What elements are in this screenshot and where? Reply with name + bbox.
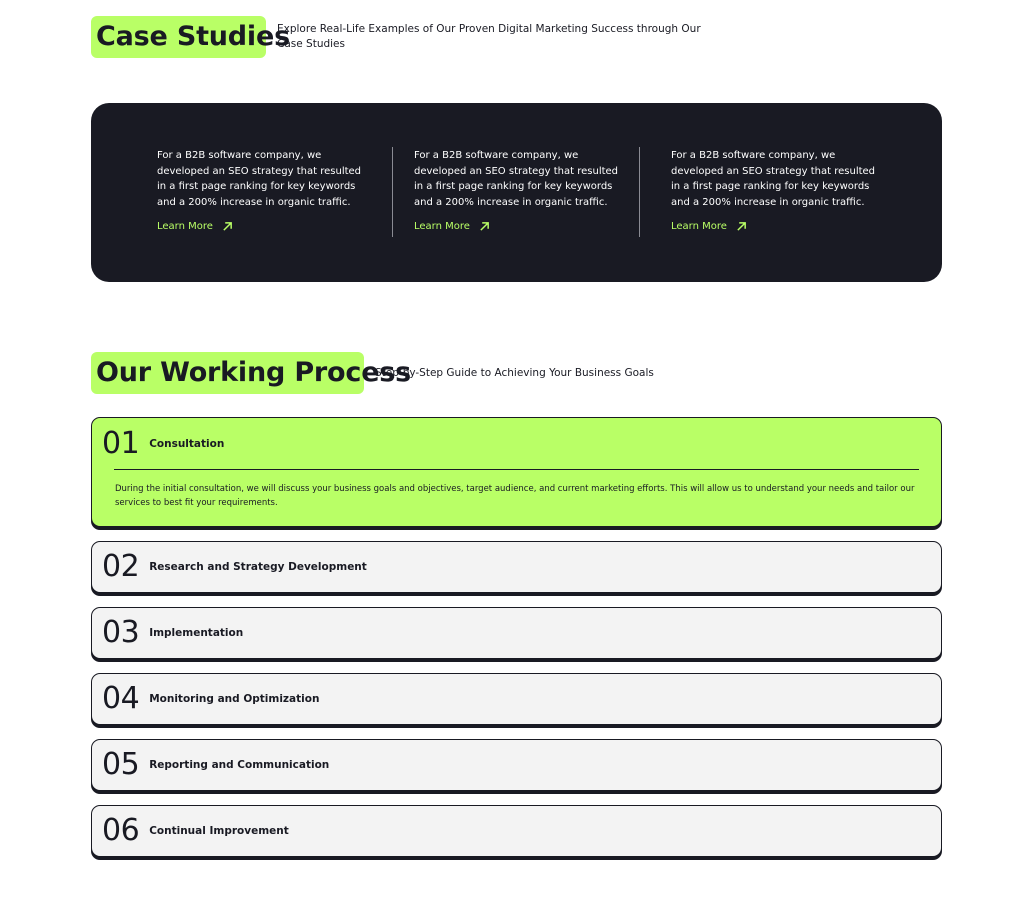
arrow-up-right-icon (736, 221, 747, 232)
process-step-05[interactable] (91, 739, 942, 791)
case-study-item (157, 148, 362, 232)
learn-more-label: Learn More (671, 221, 727, 232)
process-step-header[interactable] (102, 747, 330, 782)
case-divider (639, 147, 640, 237)
arrow-up-right-icon (222, 221, 233, 232)
case-divider (392, 147, 393, 237)
process-header (91, 352, 654, 394)
learn-more-label: Learn More (157, 221, 213, 232)
process-step-header[interactable] (102, 681, 320, 716)
step-number: 05 (102, 747, 140, 782)
case-studies-panel (91, 103, 942, 282)
learn-more-link[interactable] (157, 221, 362, 232)
process-step-header[interactable] (102, 813, 289, 848)
step-number: 02 (102, 549, 140, 584)
step-title: Continual Improvement (149, 825, 289, 837)
case-study-item (414, 148, 619, 232)
case-studies-title: Case Studies (91, 16, 266, 58)
process-step-02[interactable] (91, 541, 942, 593)
case-studies-subtitle: Explore Real-Life Examples of Our Proven Digital Marketing Success through Our Case Studies (277, 23, 701, 50)
step-title: Research and Strategy Development (149, 561, 367, 573)
case-study-text: For a B2B software company, we developed an SEO strategy that resulted in a first page ranking for key keywords and a 200% increase in organic traffic. (157, 150, 362, 208)
case-studies-header (91, 16, 717, 58)
step-number: 01 (102, 426, 140, 461)
step-number: 04 (102, 681, 140, 716)
step-title: Reporting and Communication (149, 759, 330, 771)
process-step-header[interactable] (102, 549, 367, 584)
case-study-item (671, 148, 876, 232)
learn-more-label: Learn More (414, 221, 470, 232)
process-step-header[interactable] (102, 426, 225, 461)
step-description: During the initial consultation, we will discuss your business goals and objectives, target audience, and current marketing efforts. This will allow us to understand your needs and tailor our services to best fit your requirements. (115, 484, 915, 508)
step-number: 06 (102, 813, 140, 848)
learn-more-link[interactable] (414, 221, 619, 232)
case-study-text: For a B2B software company, we developed an SEO strategy that resulted in a first page ranking for key keywords and a 200% increase in organic traffic. (671, 150, 876, 208)
arrow-up-right-icon (479, 221, 490, 232)
step-title: Implementation (149, 627, 244, 639)
process-title: Our Working Process (91, 352, 364, 394)
step-number: 03 (102, 615, 140, 650)
learn-more-link[interactable] (671, 221, 876, 232)
process-step-03[interactable] (91, 607, 942, 659)
step-divider (114, 469, 919, 470)
process-step-header[interactable] (102, 615, 244, 650)
case-study-text: For a B2B software company, we developed an SEO strategy that resulted in a first page ranking for key keywords and a 200% increase in organic traffic. (414, 150, 619, 208)
step-title: Consultation (149, 438, 225, 450)
process-step-01[interactable] (91, 417, 942, 527)
process-step-04[interactable] (91, 673, 942, 725)
process-step-06[interactable] (91, 805, 942, 857)
step-title: Monitoring and Optimization (149, 693, 320, 705)
process-subtitle: Step-by-Step Guide to Achieving Your Business Goals (375, 366, 654, 379)
